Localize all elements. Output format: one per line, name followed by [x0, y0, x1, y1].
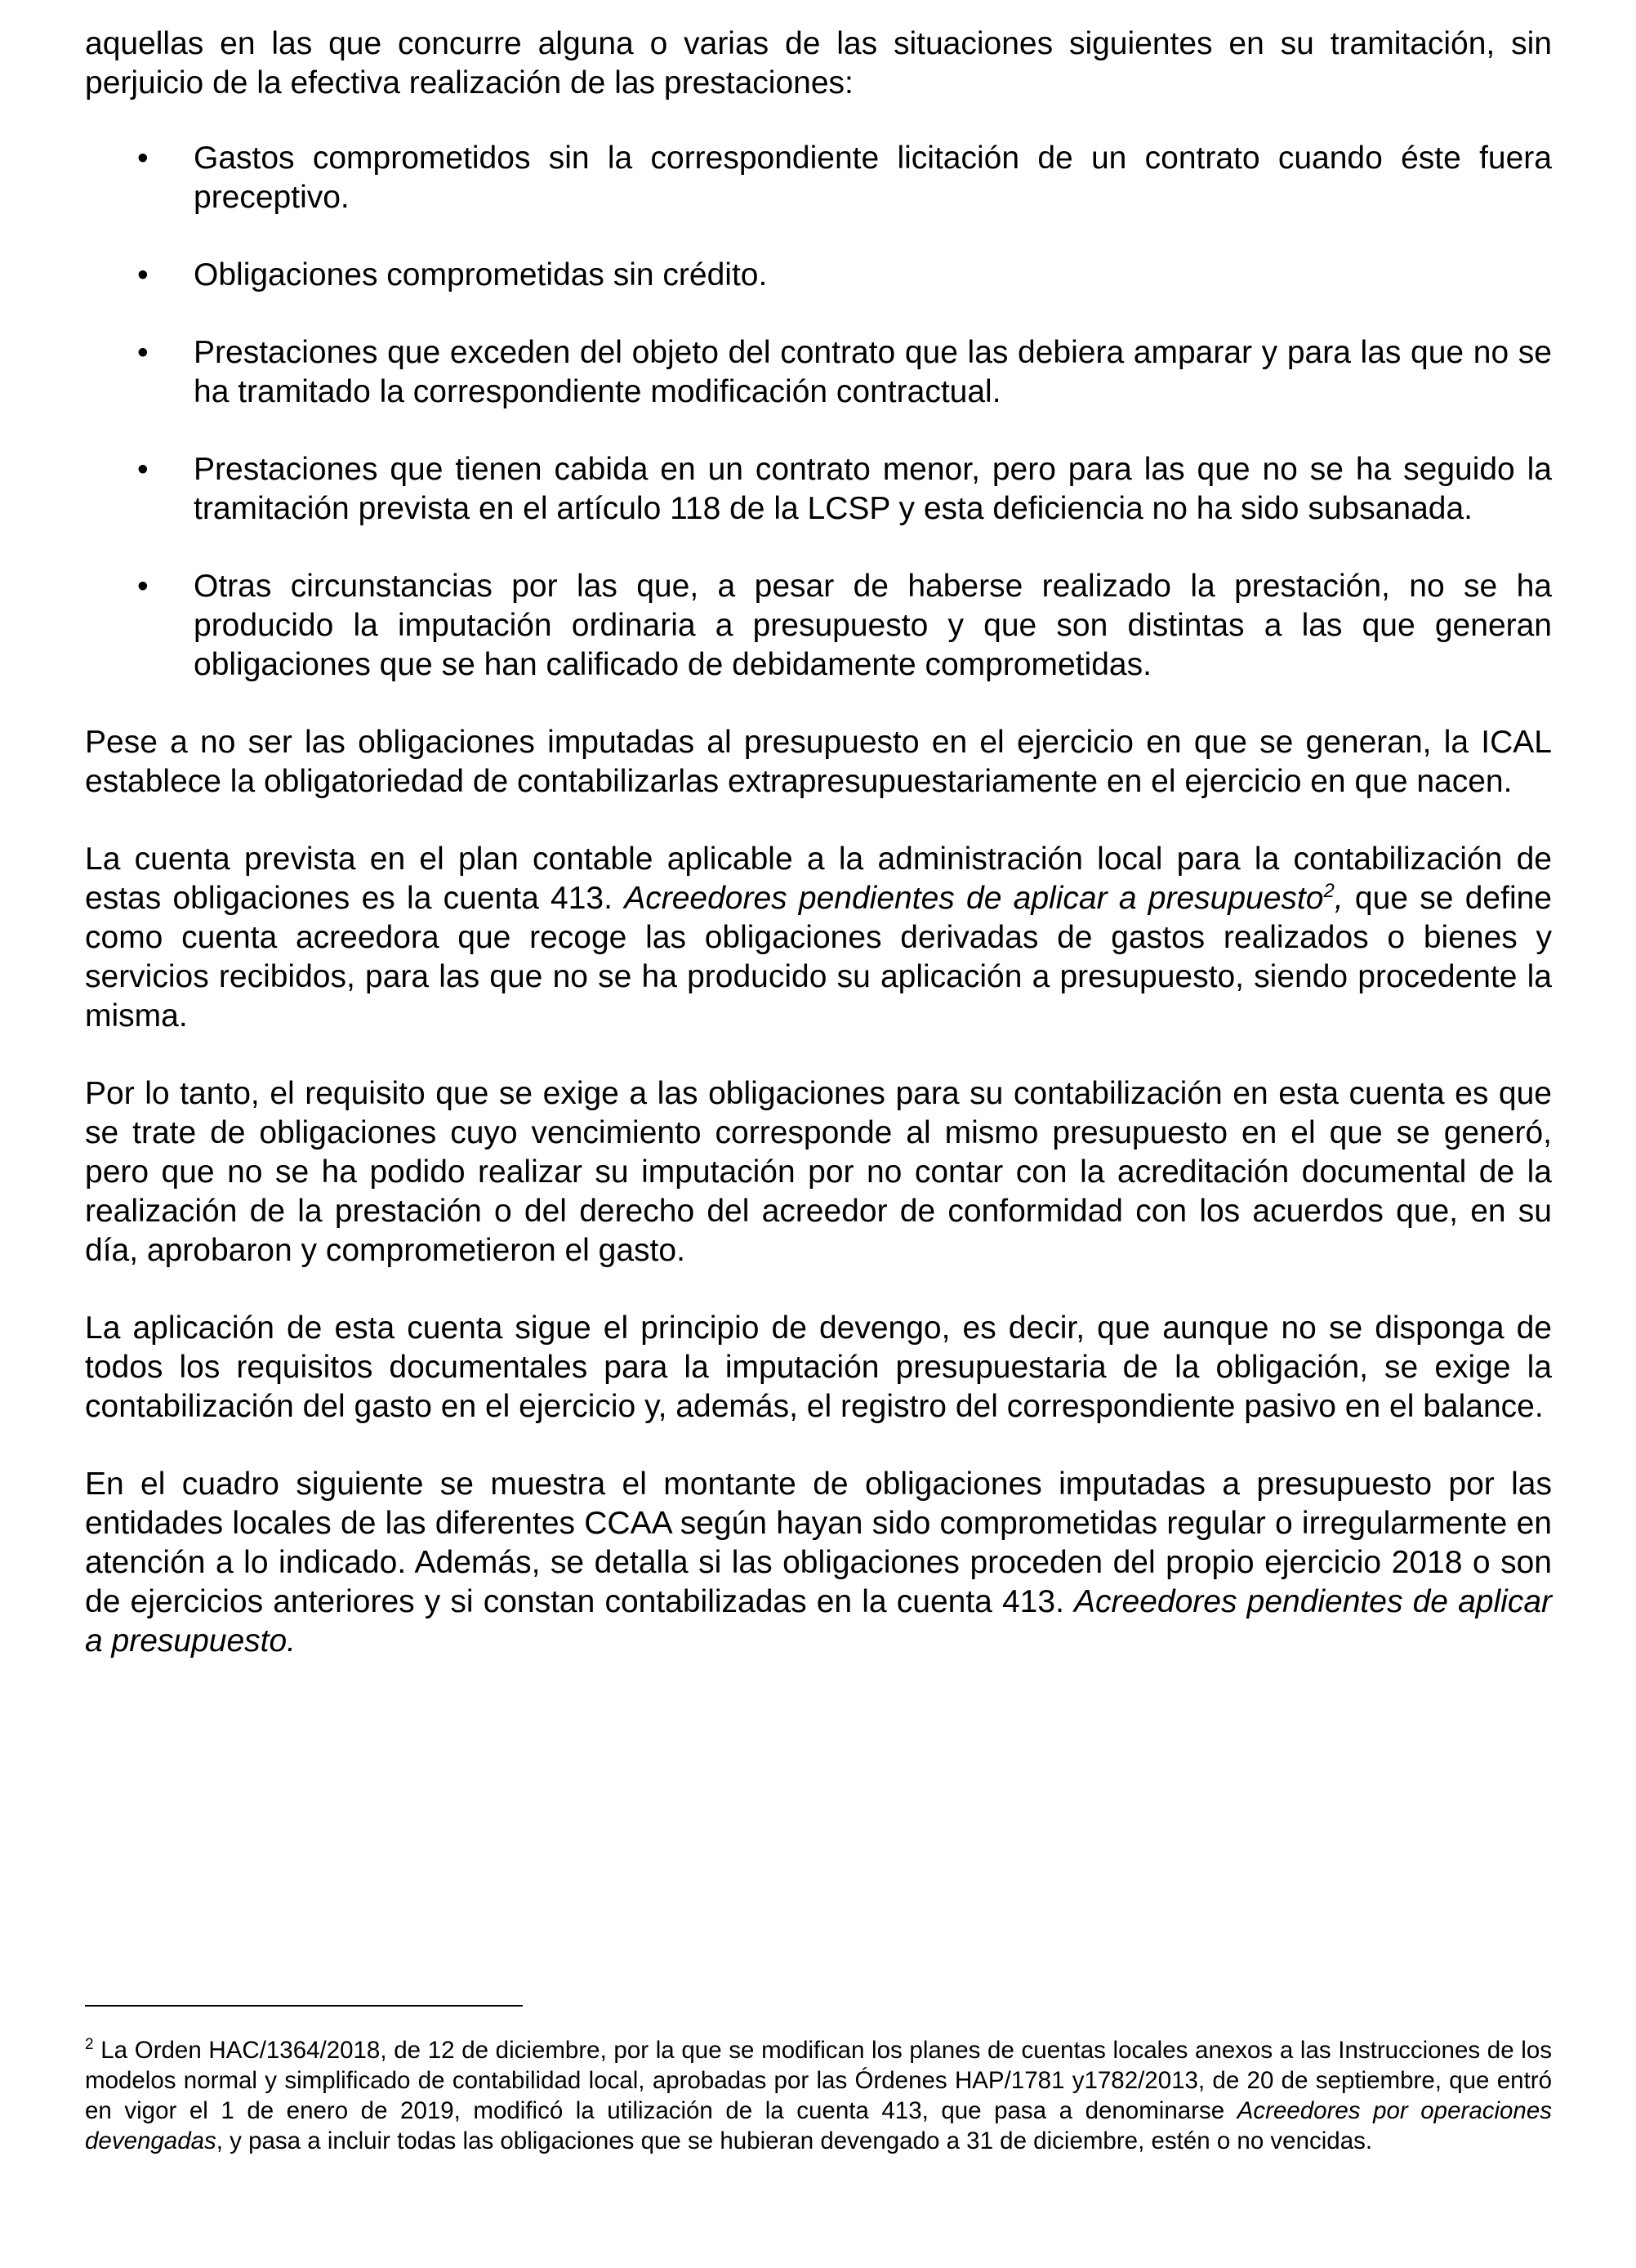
bullet-icon: •	[137, 335, 149, 370]
list-item-text: Prestaciones que exceden del objeto del contrato que las debiera amparar y para las que no se ha tramitado la correspondiente modificación contractual.	[194, 335, 1552, 409]
situations-list	[85, 139, 1552, 685]
account-413-name	[624, 881, 1343, 916]
requirement-paragraph: Por lo tanto, el requisito que se exige a las obligaciones para su contabilización en esta cuenta es que se trate de obligaciones cuyo vencimiento corresponde al mismo presupuesto en el que se generó, pero que no se ha podido realizar su imputación por no contar con la acreditación documental de la realización de la prestación o del derecho del acreedor de conformidad con los acuerdos que, en su día, aprobaron y comprometieron el gasto.	[85, 1076, 1552, 1268]
bullet-icon: •	[137, 257, 149, 292]
footnote-number: 2	[85, 2036, 94, 2053]
table-intro-text: En el cuadro siguiente se muestra el montante de obligaciones imputadas a presupuesto por las entidades locales de las diferentes CCAA según hayan sido comprometidas regular o irregularmente en atención a lo indicado. Además, se detalla si las obligaciones proceden del propio ejercicio 2018 o son de ejercicios anteriores y si constan contabilizadas en la cuenta 413.	[85, 1467, 1552, 1619]
account-413-text-after: que se define como cuenta acreedora que recoge las obligaciones derivadas de gastos realizados o bienes y servicios recibidos, para las que no se ha producido su aplicación a presupuesto, siendo procedente la misma.	[85, 881, 1552, 1034]
list-item-text: Gastos comprometidos sin la correspondiente licitación de un contrato cuando éste fuera preceptivo.	[194, 141, 1552, 215]
footnote-text-after: , y pasa a incluir todas las obligaciones que se hubieran devengado a 31 de diciembre, estén o no vencidas.	[216, 2127, 1373, 2154]
table-intro-paragraph	[85, 1465, 1552, 1661]
footnote-separator	[85, 2005, 523, 2007]
list-item-text: Prestaciones que tienen cabida en un contrato menor, pero para las que no se ha seguido la tramitación prevista en el artículo 118 de la LCSP y esta deficiencia no ha sido subsanada.	[194, 452, 1552, 526]
list-item	[85, 256, 1552, 295]
account-413-paragraph	[85, 840, 1552, 1036]
list-item	[85, 139, 1552, 217]
account-413-name-comma: ,	[1334, 881, 1344, 916]
bullet-icon: •	[137, 569, 149, 604]
list-item	[85, 450, 1552, 529]
list-item-text: Otras circunstancias por las que, a pesar de haberse realizado la prestación, no se ha producido la imputación ordinaria a presupuesto y que son distintas a las que generan obligaciones que se han calificado de debidamente comprometidas.	[194, 569, 1552, 682]
list-item	[85, 333, 1552, 412]
ical-paragraph: Pese a no ser las obligaciones imputadas al presupuesto en el ejercicio en que se generan, la ICAL establece la obligatoriedad de contabilizarlas extrapresupuestariamente en el ejercicio en que nacen.	[85, 725, 1552, 799]
body-text	[85, 25, 1552, 1699]
table-intro-account-name: Acreedores pendientes de aplicar a presupuesto.	[85, 1584, 1552, 1659]
account-413-text-before: La cuenta prevista en el plan contable aplicable a la administración local para la contabilización de estas obligaciones es la cuenta 413.	[85, 842, 1552, 916]
list-item-text: Obligaciones comprometidas sin crédito.	[194, 257, 768, 292]
accrual-paragraph: La aplicación de esta cuenta sigue el principio de devengo, es decir, que aunque no se disponga de todos los requisitos documentales para la imputación presupuestaria de la obligación, se exige la contabilización del gasto en el ejercicio y, además, el registro del correspondiente pasivo en el balance.	[85, 1310, 1552, 1424]
bullet-icon: •	[137, 141, 149, 176]
list-item	[85, 567, 1552, 685]
footnote-italic-term: Acreedores por operaciones devengadas	[85, 2097, 1552, 2154]
account-413-name-text: Acreedores pendientes de aplicar a presupuesto	[624, 881, 1324, 916]
footnote	[85, 2035, 1552, 2156]
footnote-text-before: La Orden HAC/1364/2018, de 12 de diciembre, por la que se modifican los planes de cuentas locales anexos a las Instrucciones de los modelos normal y simplificado de contabilidad local, aprobadas por las Órdenes HAP/1781 y1782/2013, de 20 de septiembre, que entró en vigor el 1 de enero de 2019, modificó la utilización de la cuenta 413, que pasa a denominarse	[85, 2037, 1552, 2124]
intro-paragraph: aquellas en las que concurre alguna o varias de las situaciones siguientes en su tramitación, sin perjuicio de la efectiva realización de las prestaciones:	[85, 26, 1552, 100]
bullet-icon: •	[137, 452, 149, 487]
footnote-reference: 2	[1323, 880, 1335, 902]
